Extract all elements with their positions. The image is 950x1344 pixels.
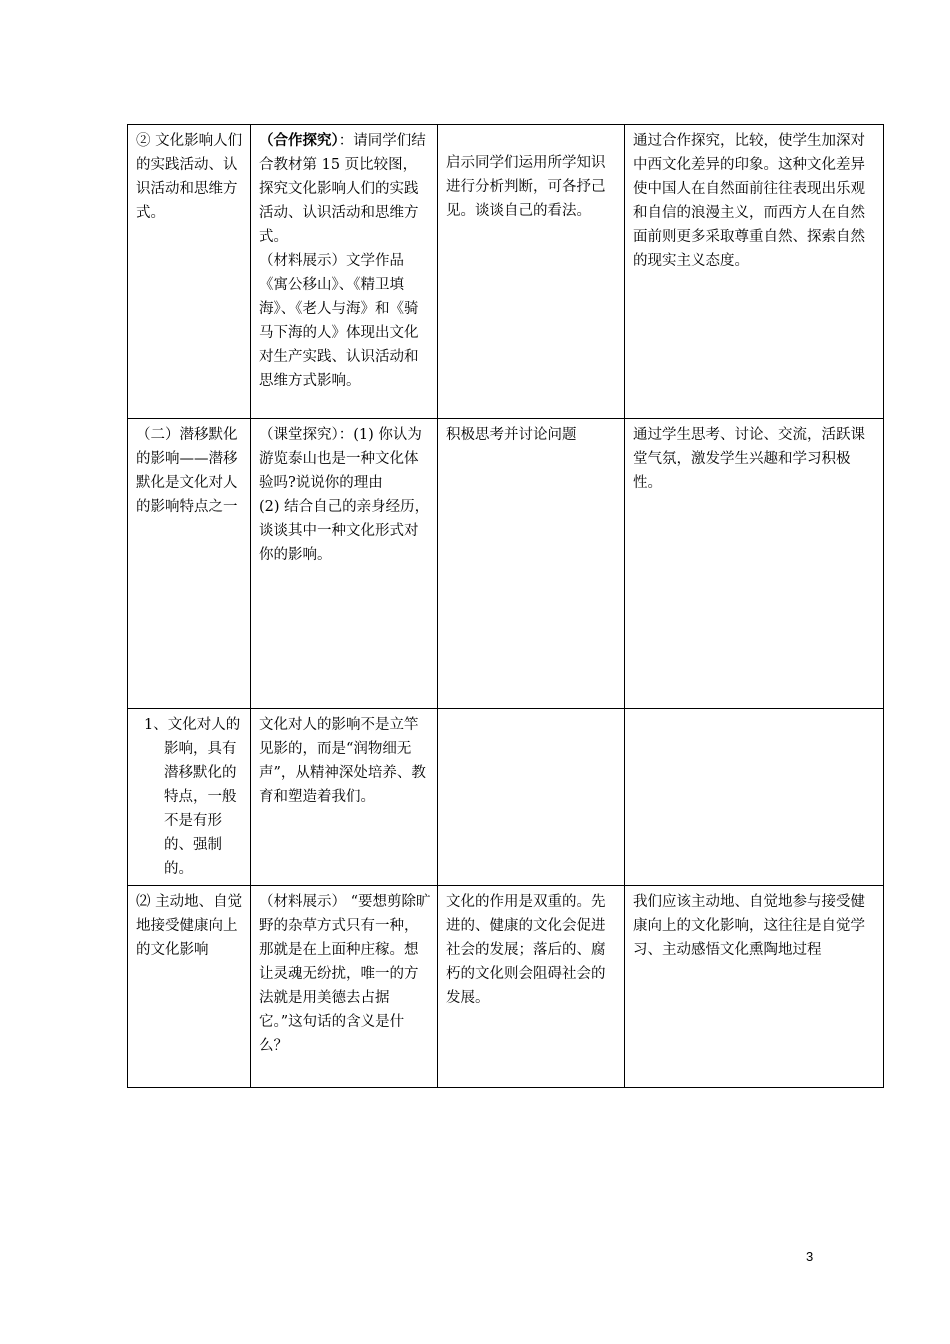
table-row — [128, 419, 884, 709]
topic-cell — [128, 125, 251, 419]
topic-cell — [128, 886, 251, 1088]
intent-cell — [625, 419, 884, 709]
student-cell — [438, 709, 625, 886]
activity-cell — [251, 419, 438, 709]
intent-cell — [625, 709, 884, 886]
activity-heading: （合作探究） — [259, 132, 339, 149]
activity-cell — [251, 886, 438, 1088]
intent-cell — [625, 886, 884, 1088]
topic-text: 1、文化对人的影响，具有潜移默化的特点，一般不是有形的、强制的。 — [144, 717, 241, 877]
topic-text: ② 文化影响人们的实践活动、认识活动和思维方式。 — [136, 133, 243, 221]
table-row — [128, 125, 884, 419]
topic-text: ⑵ 主动地、自觉地接受健康向上的文化影响 — [136, 894, 243, 958]
student-text: 文化的作用是双重的。先进的、健康的文化会促进社会的发展；落后的、腐朽的文化则会阻碍社会的发展。 — [446, 894, 606, 1006]
activity-text: （材料展示） “要想剪除旷野的杂草方式只有一种，那就是在上面种庄稼。想让灵魂无纷扰，唯一的方法就是用美德去占据它。”这句话的含义是什么？ — [259, 894, 431, 1054]
intent-text: 通过学生思考、讨论、交流，活跃课堂气氛，激发学生兴趣和学习积极性。 — [633, 427, 865, 491]
activity-cell — [251, 709, 438, 886]
intent-text: 我们应该主动地、自觉地参与接受健康向上的文化影响，这往往是自觉学习、主动感悟文化熏陶地过程 — [633, 894, 865, 958]
activity-text: 文化对人的影响不是立竿见影的，而是“润物细无声”，从精神深处培养、教育和塑造着我们。 — [259, 717, 426, 805]
activity-cell — [251, 125, 438, 419]
student-cell — [438, 125, 625, 419]
intent-text: 通过合作探究，比较，使学生加深对中西文化差异的印象。这种文化差异使中国人在自然面前往往表现出乐观和自信的浪漫主义，而西方人在自然面前则更多采取尊重自然、探索自然的现实主义态度。 — [633, 133, 865, 269]
table-row — [128, 709, 884, 886]
student-text: 启示同学们运用所学知识进行分析判断，可各抒己见。谈谈自己的看法。 — [446, 155, 606, 219]
topic-cell — [128, 419, 251, 709]
student-text: 积极思考并讨论问题 — [446, 427, 577, 443]
intent-cell — [625, 125, 884, 419]
student-cell — [438, 886, 625, 1088]
page-number: 3 — [806, 1249, 814, 1264]
topic-text: （二）潜移默化的影响——潜移默化是文化对人的影响特点之一 — [136, 427, 238, 515]
activity-text: （课堂探究）：(1) 你认为游览泰山也是一种文化体验吗?说说你的理由 — [259, 427, 422, 491]
activity-text-2: (2) 结合自己的亲身经历，谈谈其中一种文化形式对你的影响。 — [259, 499, 430, 563]
lesson-table — [127, 124, 884, 1088]
table-row — [128, 886, 884, 1088]
material-text: （材料展示）文学作品《寓公移山》、《精卫填海》、《老人与海》和《骑马下海的人》体现出文化对生产实践、认识活动和思维方式影响。 — [259, 253, 419, 389]
topic-cell — [128, 709, 251, 886]
student-cell — [438, 419, 625, 709]
activity-text: ：请同学们结合教材第 15 页比较图，探究文化影响人们的实践活动、认识活动和思维方式。 — [259, 133, 426, 245]
